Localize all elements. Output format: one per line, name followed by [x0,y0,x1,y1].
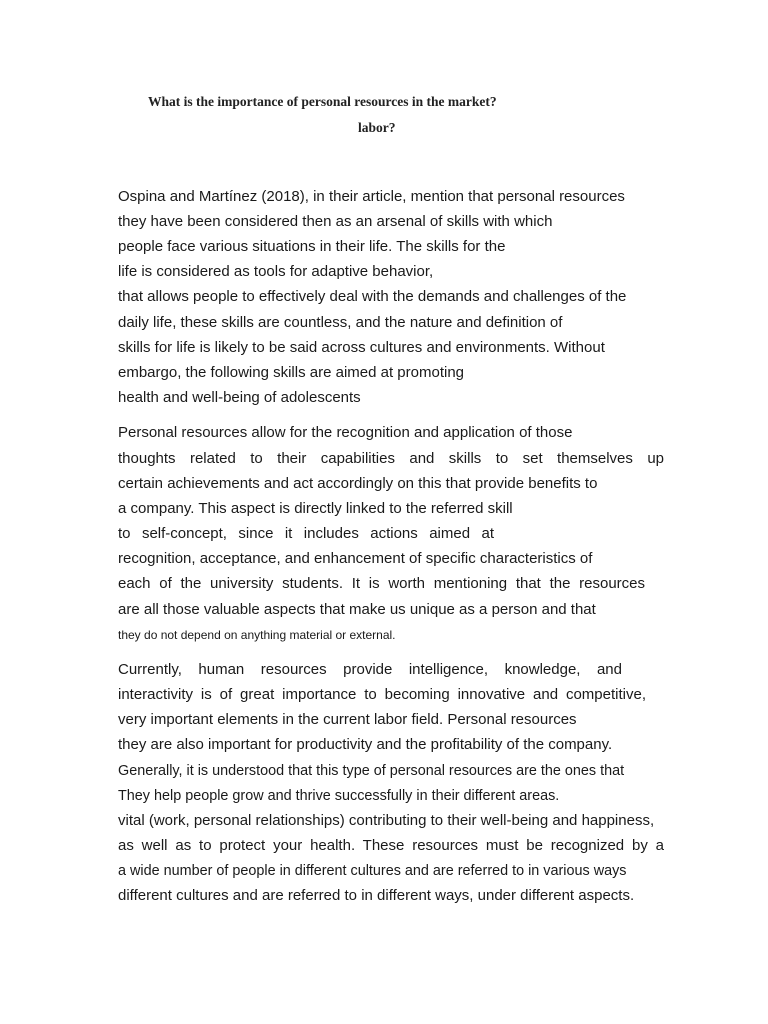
paragraph-line: are all those valuable aspects that make us unique as a person and that [118,601,596,618]
paragraph-line: a wide number of people in different cultures and are referred to in various ways [118,863,627,879]
paragraph-line: people face various situations in their life. The skills for the [118,238,506,255]
paragraph-line: they are also important for productivity and the profitability of the company. [118,736,613,753]
paragraph-line: different cultures and are referred to in different ways, under different aspects. [118,887,635,904]
paragraph-line: Currently, human resources provide intelligence, knowledge, and [118,661,622,678]
paragraph-line: each of the university students. It is worth mentioning that the resources [118,575,645,592]
paragraph-line: interactivity is of great importance to becoming innovative and competitive, [118,686,646,703]
paragraph-line: embargo, the following skills are aimed at promoting [118,364,465,381]
paragraph-line: they have been considered then as an arsenal of skills with which [118,213,553,230]
paragraph-line: skills for life is likely to be said across cultures and environments. Without [118,339,605,356]
paragraph-line: to self-concept, since it includes actions aimed at [118,525,494,542]
paragraph-line: vital (work, personal relationships) contributing to their well-being and happiness, [118,812,655,829]
paragraph-line: certain achievements and act accordingly on this that provide benefits to [118,475,598,492]
document-title-line-2: labor? [358,120,396,135]
paragraph-line: very important elements in the current labor field. Personal resources [118,711,577,728]
paragraph-line: a company. This aspect is directly linked to the referred skill [118,500,513,517]
paragraph-line: thoughts related to their capabilities and skills to set themselves up [118,450,664,467]
paragraph-line: Ospina and Martínez (2018), in their article, mention that personal resources [118,188,625,205]
paragraph-line: health and well-being of adolescents [118,389,361,406]
paragraph-line: daily life, these skills are countless, and the nature and definition of [118,314,563,331]
paragraph-line: that allows people to effectively deal with the demands and challenges of the [118,288,627,305]
paragraph-line: recognition, acceptance, and enhancement of specific characteristics of [118,550,593,567]
document-title-line-1: What is the importance of personal resources in the market? [148,94,497,109]
paragraph-line: as well as to protect your health. These resources must be recognized by a [118,837,664,854]
paragraph-line: life is considered as tools for adaptive behavior, [118,263,434,280]
paragraph-line: Personal resources allow for the recognition and application of those [118,424,573,441]
paragraph-line: They help people grow and thrive successfully in their different areas. [118,788,560,804]
paragraph-line: Generally, it is understood that this type of personal resources are the ones that [118,763,625,779]
paragraph-line: they do not depend on anything material or external. [118,628,396,642]
